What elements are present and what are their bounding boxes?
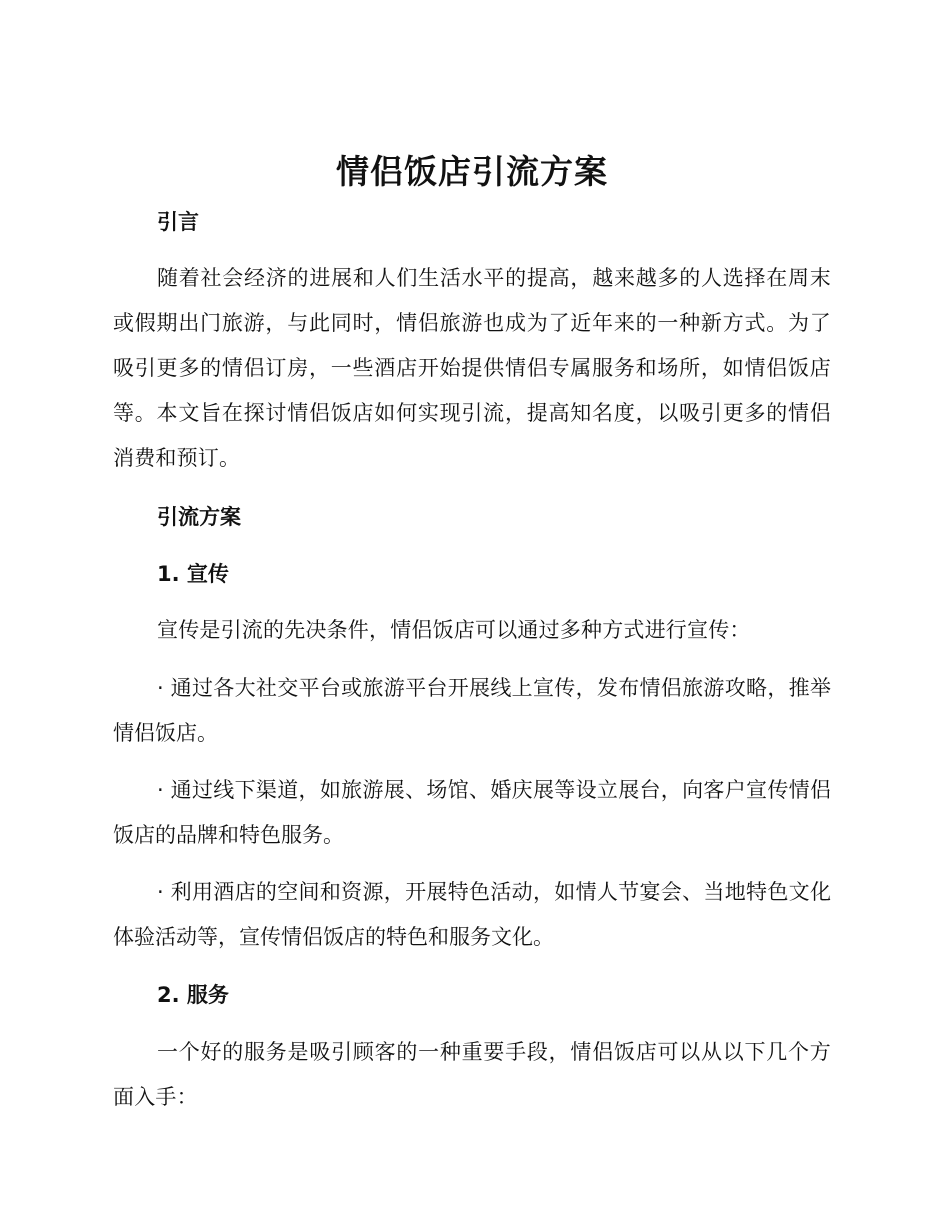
- intro-heading: 引言: [157, 210, 199, 234]
- section2-heading: 2. 服务: [157, 983, 229, 1007]
- section1-bullet-2: · 通过线下渠道，如旅游展、场馆、婚庆展等设立展台，向客户宣传情侣饭店的品牌和特色服务。: [113, 778, 831, 847]
- section1-heading: 1. 宣传: [157, 562, 229, 586]
- section1-bullet-1: · 通过各大社交平台或旅游平台开展线上宣传，发布情侣旅游攻略，推举情侣饭店。: [113, 676, 831, 745]
- section1-bullet-3: · 利用酒店的空间和资源，开展特色活动，如情人节宴会、当地特色文化体验活动等，宣传情侣饭店的特色和服务文化。: [113, 880, 831, 949]
- section2-intro: 一个好的服务是吸引顾客的一种重要手段，情侣饭店可以从以下几个方面入手：: [113, 1040, 831, 1109]
- document-title: 情侣饭店引流方案: [336, 152, 608, 191]
- intro-paragraph: 随着社会经济的进展和人们生活水平的提高，越来越多的人选择在周末或假期出门旅游，与此同时，情侣旅游也成为了近年来的一种新方式。为了吸引更多的情侣订房，一些酒店开始提供情侣专属服务和场所，如情侣饭店等。本文旨在探讨情侣饭店如何实现引流，提高知名度，以吸引更多的情侣消费和预订。: [113, 266, 831, 470]
- plan-heading: 引流方案: [157, 505, 241, 529]
- section1-intro: 宣传是引流的先决条件，情侣饭店可以通过多种方式进行宣传：: [157, 618, 751, 642]
